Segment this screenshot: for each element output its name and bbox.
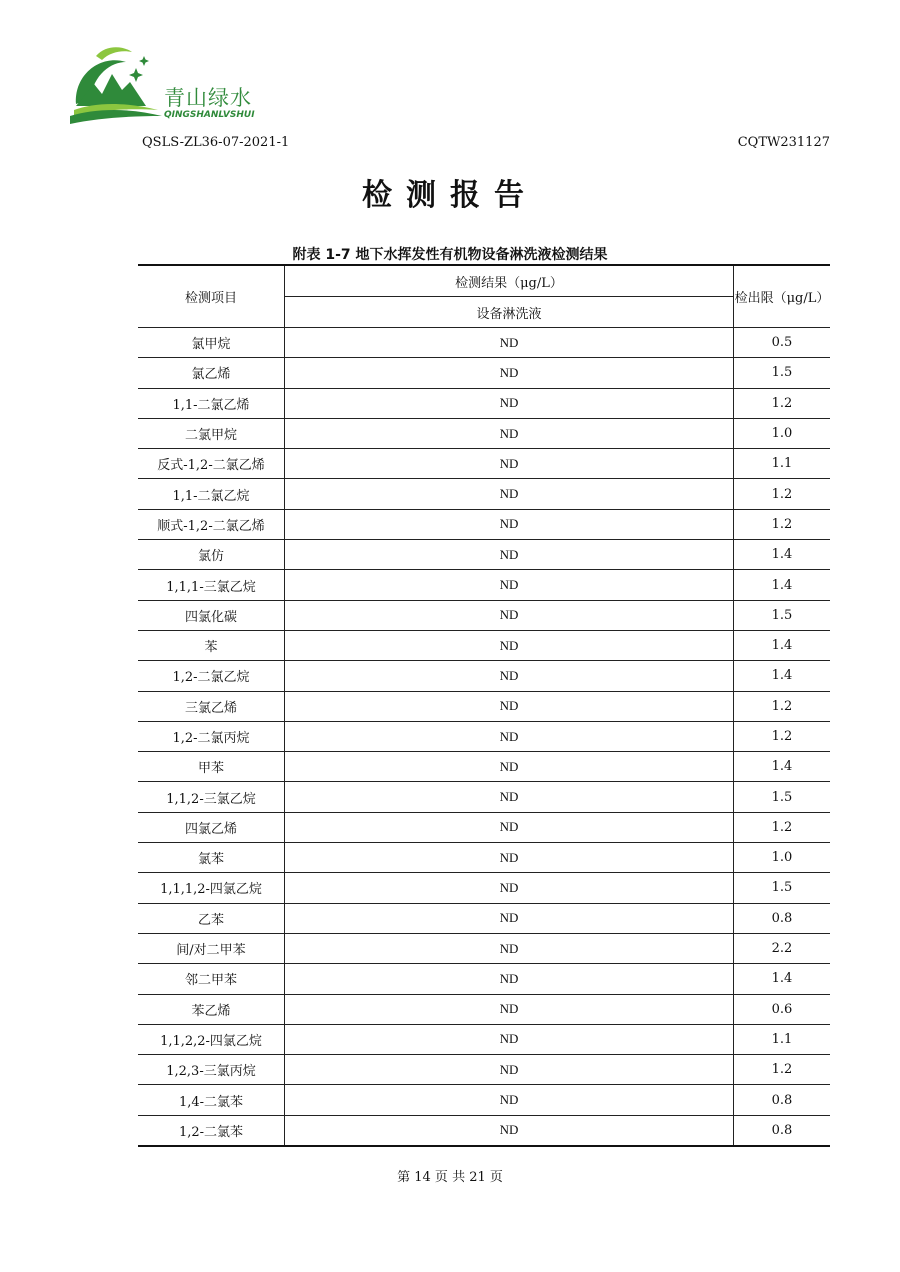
table-row [138,600,830,630]
cell-limit: 1.5 [734,600,831,630]
table-row [138,843,830,873]
table-row [138,358,830,388]
cell-result: ND [285,1115,734,1146]
cell-result: ND [285,358,734,388]
cell-limit: 1.2 [734,509,831,539]
cell-item: 1,4-二氯苯 [138,1085,285,1115]
cell-item: 三氯乙烯 [138,691,285,721]
cell-result: ND [285,418,734,448]
cell-limit: 0.8 [734,1085,831,1115]
cell-limit: 0.8 [734,903,831,933]
cell-limit: 1.1 [734,449,831,479]
cell-result: ND [285,328,734,358]
cell-limit: 1.2 [734,721,831,751]
table-row [138,721,830,751]
cell-limit: 1.4 [734,630,831,660]
table-row [138,994,830,1024]
cell-item: 1,2-二氯苯 [138,1115,285,1146]
cell-limit: 1.0 [734,418,831,448]
cell-limit: 1.2 [734,1055,831,1085]
cell-result: ND [285,752,734,782]
cell-result: ND [285,782,734,812]
document-code: QSLS-ZL36-07-2021-1 [142,135,290,150]
cell-limit: 1.5 [734,358,831,388]
cell-result: ND [285,994,734,1024]
cell-item: 氯苯 [138,843,285,873]
cell-limit: 1.4 [734,540,831,570]
cell-limit: 1.4 [734,964,831,994]
cell-limit: 0.8 [734,1115,831,1146]
table-row [138,540,830,570]
cell-limit: 1.2 [734,812,831,842]
cell-limit: 0.6 [734,994,831,1024]
cell-result: ND [285,721,734,751]
cell-item: 1,1-二氯乙烷 [138,479,285,509]
cell-limit: 2.2 [734,933,831,963]
table-row [138,630,830,660]
table-row [138,570,830,600]
table-row [138,691,830,721]
cell-item: 1,2-二氯丙烷 [138,721,285,751]
cell-result: ND [285,933,734,963]
page-number: 第 14 页 共 21 页 [397,1170,503,1185]
cell-result: ND [285,1085,734,1115]
header-item: 检测项目 [138,265,285,328]
cell-result: ND [285,812,734,842]
cell-item: 间/对二甲苯 [138,933,285,963]
cell-limit: 1.5 [734,782,831,812]
table-row [138,418,830,448]
header-limit: 检出限（μg/L） [734,265,831,328]
report-number: CQTW231127 [737,135,830,150]
logo-text-en: QINGSHANLVSHUI [164,110,255,120]
table-row [138,752,830,782]
cell-result: ND [285,661,734,691]
table-row [138,388,830,418]
cell-item: 1,1,1-三氯乙烷 [138,570,285,600]
table-row [138,1055,830,1085]
logo-text-cn: 青山绿水 [164,86,252,110]
cell-result: ND [285,449,734,479]
cell-item: 邻二甲苯 [138,964,285,994]
header-result: 检测结果（μg/L） [285,265,734,297]
cell-result: ND [285,479,734,509]
cell-item: 1,2,3-三氯丙烷 [138,1055,285,1085]
cell-item: 四氯化碳 [138,600,285,630]
cell-item: 甲苯 [138,752,285,782]
cell-result: ND [285,630,734,660]
table-row [138,903,830,933]
cell-item: 四氯乙烯 [138,812,285,842]
cell-item: 苯 [138,630,285,660]
cell-limit: 1.2 [734,388,831,418]
cell-limit: 1.5 [734,873,831,903]
mountain-logo-icon [66,44,166,134]
cell-item: 二氯甲烷 [138,418,285,448]
cell-item: 反式-1,2-二氯乙烯 [138,449,285,479]
table-row [138,328,830,358]
results-table-body [138,328,830,1147]
cell-item: 苯乙烯 [138,994,285,1024]
cell-limit: 1.4 [734,661,831,691]
cell-result: ND [285,388,734,418]
results-table [138,264,830,1147]
cell-result: ND [285,691,734,721]
table-row [138,661,830,691]
cell-result: ND [285,964,734,994]
cell-limit: 1.4 [734,570,831,600]
cell-limit: 1.1 [734,1024,831,1054]
table-row [138,1024,830,1054]
cell-item: 1,2-二氯乙烷 [138,661,285,691]
cell-result: ND [285,600,734,630]
cell-limit: 1.2 [734,691,831,721]
table-row [138,812,830,842]
table-caption: 附表 1-7 地下水挥发性有机物设备淋洗液检测结果 [292,247,608,263]
company-logo [66,44,276,134]
table-row [138,449,830,479]
cell-item: 1,1,2,2-四氯乙烷 [138,1024,285,1054]
cell-result: ND [285,1055,734,1085]
cell-item: 氯仿 [138,540,285,570]
table-row [138,873,830,903]
cell-item: 氯甲烷 [138,328,285,358]
cell-limit: 1.2 [734,479,831,509]
cell-limit: 0.5 [734,328,831,358]
cell-result: ND [285,1024,734,1054]
table-row [138,1085,830,1115]
cell-item: 氯乙烯 [138,358,285,388]
cell-item: 乙苯 [138,903,285,933]
cell-result: ND [285,509,734,539]
table-row [138,479,830,509]
page-title: 检测报告 [362,178,538,213]
table-row [138,782,830,812]
table-row [138,509,830,539]
table-row [138,1115,830,1146]
cell-item: 1,1,2-三氯乙烷 [138,782,285,812]
table-row [138,933,830,963]
cell-limit: 1.4 [734,752,831,782]
cell-item: 顺式-1,2-二氯乙烯 [138,509,285,539]
cell-result: ND [285,540,734,570]
cell-result: ND [285,903,734,933]
header-sample: 设备淋洗液 [285,297,734,328]
cell-result: ND [285,873,734,903]
cell-item: 1,1,1,2-四氯乙烷 [138,873,285,903]
cell-limit: 1.0 [734,843,831,873]
cell-result: ND [285,843,734,873]
table-row [138,964,830,994]
cell-item: 1,1-二氯乙烯 [138,388,285,418]
cell-result: ND [285,570,734,600]
